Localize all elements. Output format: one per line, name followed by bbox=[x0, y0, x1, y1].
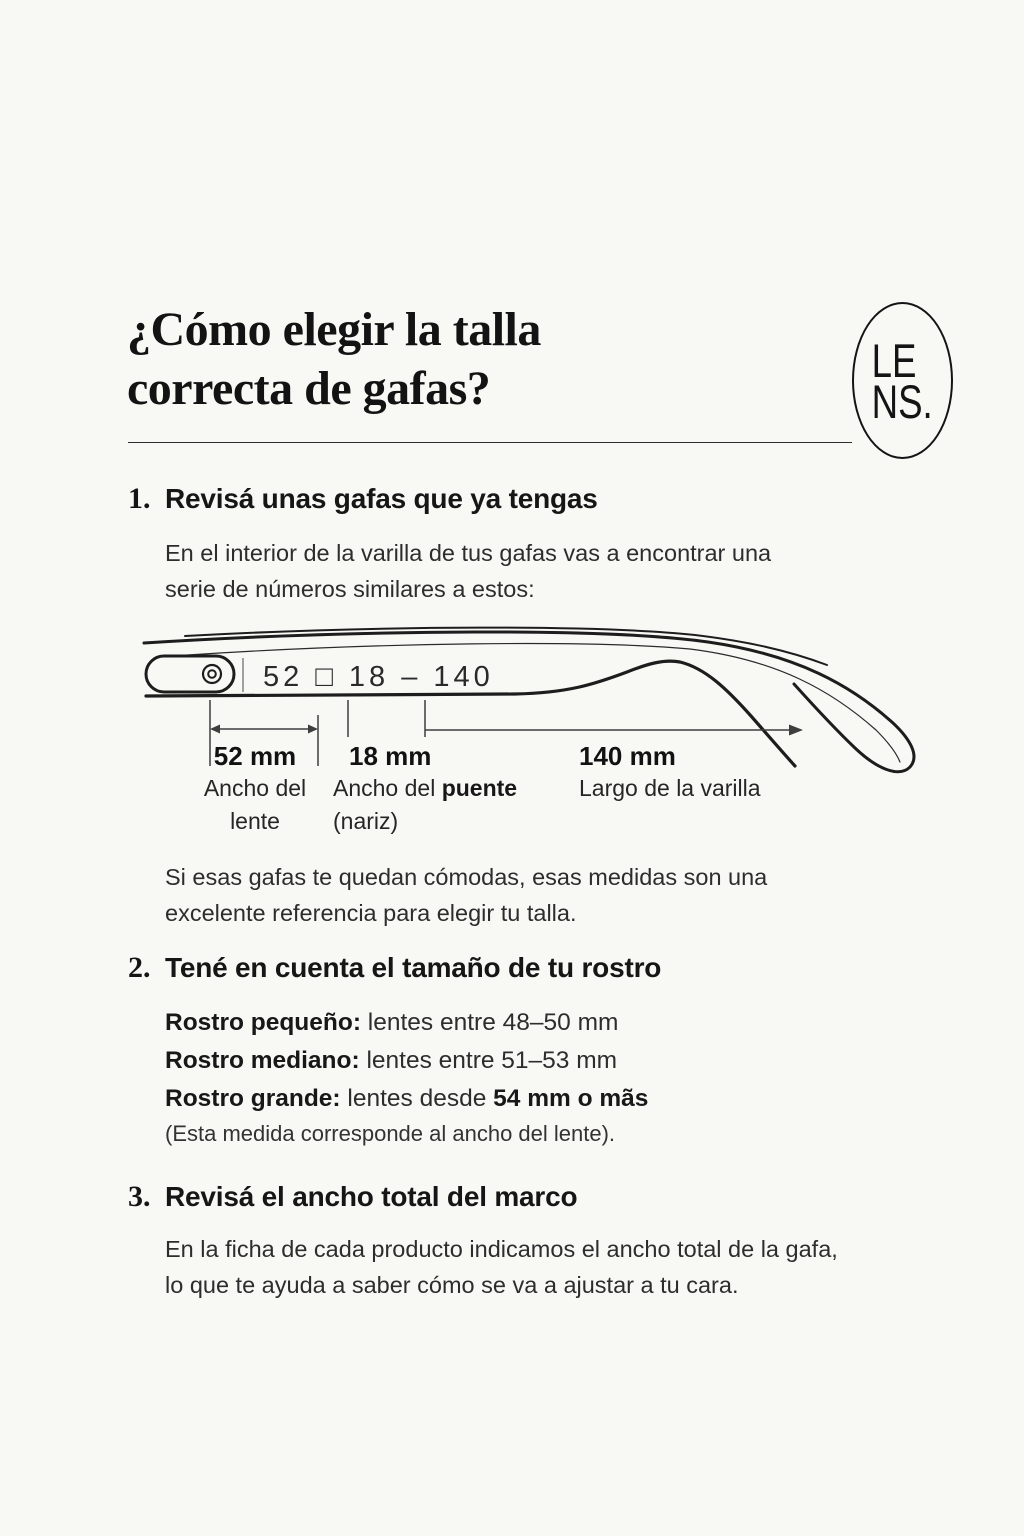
section2-heading bbox=[128, 951, 661, 985]
section1-conclusion-line1: Si esas gafas te quedan cómodas, esas medidas son una bbox=[165, 864, 768, 890]
bridge-caption-prefix: Ancho del bbox=[333, 775, 442, 801]
lens-width-note: (Esta medida corresponde al ancho del lente). bbox=[165, 1121, 616, 1146]
etching-text: 52 □ 18 – 140 bbox=[263, 661, 494, 693]
section1-heading bbox=[128, 482, 598, 516]
section1-body bbox=[165, 535, 771, 607]
lens-caption-line1: Ancho del bbox=[203, 775, 307, 801]
bridge-value: 18 mm bbox=[349, 741, 432, 771]
lens-arrowhead-right bbox=[308, 725, 318, 734]
face-size-label: Rostro pequeño: bbox=[165, 1009, 361, 1036]
hinge-screw-outer bbox=[203, 665, 221, 683]
bridge-caption-line1 bbox=[333, 772, 517, 805]
section1-conclusion bbox=[165, 859, 767, 931]
face-size-text: lentes entre 48–50 mm bbox=[361, 1009, 619, 1036]
brand-logo-line2: NS. bbox=[871, 374, 934, 428]
brand-logo-line1: LE bbox=[871, 333, 917, 387]
face-size-row-large bbox=[165, 1080, 648, 1118]
face-size-row-small bbox=[165, 1004, 648, 1042]
bridge-caption-bold: puente bbox=[441, 775, 518, 801]
page-title bbox=[127, 300, 541, 418]
bridge-caption-line2: (nariz) bbox=[333, 808, 399, 834]
face-size-bold-tail: 54 mm o mãs bbox=[493, 1085, 649, 1112]
bridge-measure-label bbox=[333, 740, 517, 838]
section1-body-line2: serie de números similares a estos: bbox=[165, 576, 535, 602]
lens-caption-line2: lente bbox=[230, 808, 280, 834]
section1-body-line1: En el interior de la varilla de tus gafas vas a encontrar una bbox=[165, 540, 772, 566]
lens-arrowhead-left bbox=[210, 725, 220, 734]
temple-measurements-diagram bbox=[130, 616, 940, 866]
section3-body-line2: lo que te ayuda a saber cómo se va a ajustar a tu cara. bbox=[165, 1272, 739, 1298]
face-size-list bbox=[165, 1004, 648, 1118]
face-size-label: Rostro mediano: bbox=[165, 1047, 360, 1074]
section3-body bbox=[165, 1231, 838, 1303]
face-size-label: Rostro grande: bbox=[165, 1085, 341, 1112]
header-divider bbox=[128, 442, 852, 443]
page-title-line2: correcta de gafas? bbox=[127, 362, 491, 415]
face-size-text: lentes entre 51–53 mm bbox=[359, 1047, 618, 1074]
face-size-row-medium bbox=[165, 1042, 648, 1080]
brand-logo-text bbox=[871, 333, 934, 428]
brand-logo-badge bbox=[852, 302, 953, 459]
page-title-line1: ¿Cómo elegir la talla bbox=[127, 303, 541, 356]
section3-body-line1: En la ficha de cada producto indicamos el ancho total de la gafa, bbox=[165, 1236, 838, 1262]
section1-conclusion-line2: excelente referencia para elegir tu talla. bbox=[165, 900, 577, 926]
face-size-text: lentes desde bbox=[340, 1085, 494, 1112]
temple-measure-label bbox=[579, 740, 761, 805]
section3-title: Revisá el ancho total del marco bbox=[165, 1181, 578, 1212]
section1-number: 1. bbox=[128, 482, 151, 515]
hinge-screw-inner bbox=[208, 670, 216, 678]
section3-number: 3. bbox=[128, 1180, 151, 1213]
lens-value: 52 mm bbox=[213, 741, 297, 771]
section2-title: Tené en cuenta el tamaño de tu rostro bbox=[165, 952, 662, 983]
section1-title: Revisá unas gafas que ya tengas bbox=[165, 483, 598, 514]
temple-caption: Largo de la varilla bbox=[579, 775, 761, 801]
temple-arrowhead bbox=[789, 725, 803, 736]
section3-heading bbox=[128, 1180, 577, 1214]
section2-number: 2. bbox=[128, 951, 151, 984]
temple-value: 140 mm bbox=[579, 741, 676, 771]
lens-measure-label bbox=[182, 740, 328, 838]
